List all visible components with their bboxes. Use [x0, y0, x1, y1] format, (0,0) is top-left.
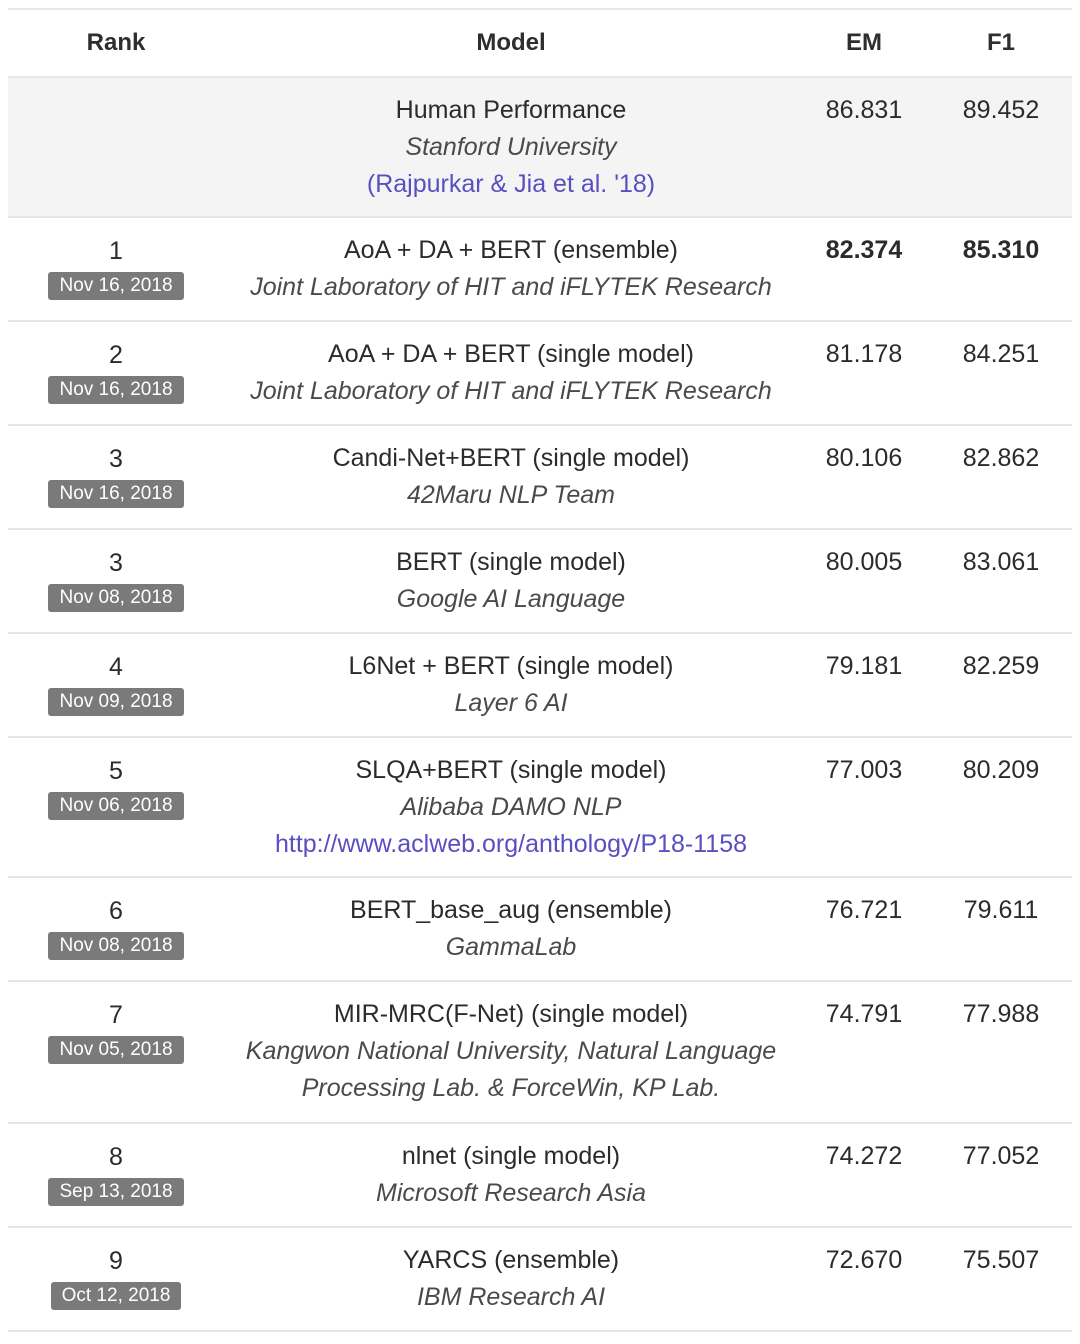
- table-row: [8, 738, 1072, 878]
- f1-cell: [930, 982, 1072, 1033]
- model-name: MIR-MRC(F-Net) (single model): [333, 1000, 689, 1028]
- table-row: [8, 218, 1072, 322]
- rank-cell: [8, 1124, 224, 1206]
- rank-number: 8: [109, 1143, 123, 1171]
- rank-number: 4: [109, 653, 123, 681]
- date-badge: Sep 13, 2018: [48, 1178, 183, 1206]
- rank-number: 9: [109, 1247, 123, 1275]
- em-cell: [798, 426, 930, 477]
- model-org: Joint Laboratory of HIT and iFLYTEK Research: [250, 273, 772, 301]
- rank-cell: [8, 218, 224, 300]
- model-cell: [224, 634, 798, 722]
- em-cell: [798, 1124, 930, 1175]
- table-row: [8, 322, 1072, 426]
- rank-number: 7: [109, 1001, 123, 1029]
- model-cell: [224, 1228, 798, 1316]
- date-badge: Nov 05, 2018: [48, 1036, 183, 1064]
- date-badge: Nov 08, 2018: [48, 584, 183, 612]
- model-cell: [224, 982, 798, 1107]
- table-row: [8, 878, 1072, 982]
- model-cell: [224, 878, 798, 966]
- f1-cell: [930, 1124, 1072, 1175]
- table-header: [8, 8, 1072, 78]
- em-score: 79.181: [825, 652, 903, 680]
- column-header-model[interactable]: Model: [476, 29, 546, 56]
- rank-number: 3: [109, 549, 123, 577]
- f1-cell: [930, 426, 1072, 477]
- model-name: nlnet (single model): [401, 1142, 621, 1170]
- column-header-rank[interactable]: Rank: [86, 29, 146, 56]
- column-header-f1[interactable]: F1: [986, 29, 1015, 56]
- table-row: [8, 1124, 1072, 1228]
- f1-cell: [930, 322, 1072, 373]
- f1-score: 77.988: [962, 1000, 1040, 1028]
- model-name: AoA + DA + BERT (ensemble): [344, 236, 678, 264]
- date-badge: Nov 16, 2018: [48, 376, 183, 404]
- model-name: L6Net + BERT (single model): [348, 652, 674, 680]
- model-cell: [224, 530, 798, 618]
- model-name: Human Performance: [395, 96, 627, 124]
- rank-number: 1: [109, 237, 123, 265]
- f1-cell: [930, 218, 1072, 269]
- model-org: Stanford University: [405, 133, 617, 161]
- human-performance-row: [8, 78, 1072, 218]
- rank-number: 3: [109, 445, 123, 473]
- model-org: Kangwon National University, Natural Language Processing Lab. & ForceWin, KP Lab.: [245, 1037, 777, 1102]
- date-badge: Nov 16, 2018: [48, 480, 183, 508]
- table-row: [8, 426, 1072, 530]
- f1-score: 85.310: [962, 236, 1040, 264]
- em-cell: [798, 530, 930, 581]
- rank-number: 6: [109, 897, 123, 925]
- model-name: BERT_base_aug (ensemble): [350, 896, 672, 924]
- date-badge: Nov 06, 2018: [48, 792, 183, 820]
- em-score: 76.721: [825, 896, 903, 924]
- em-cell: [798, 634, 930, 685]
- em-score: 81.178: [825, 340, 903, 368]
- model-name: YARCS (ensemble): [402, 1246, 620, 1274]
- model-org: Layer 6 AI: [454, 689, 568, 717]
- rank-cell: [8, 982, 224, 1064]
- f1-score: 80.209: [962, 756, 1040, 784]
- em-score: 80.106: [825, 444, 903, 472]
- f1-cell: [930, 738, 1072, 789]
- f1-score: 89.452: [962, 96, 1040, 124]
- table-row: [8, 982, 1072, 1124]
- model-org: Google AI Language: [396, 585, 626, 613]
- model-cell: [224, 1124, 798, 1212]
- rank-number: 5: [109, 757, 123, 785]
- rank-cell: [8, 738, 224, 820]
- table-row: [8, 530, 1072, 634]
- em-score: 74.272: [825, 1142, 903, 1170]
- model-cell: [224, 738, 798, 863]
- em-score: 80.005: [825, 548, 903, 576]
- model-cell: [224, 426, 798, 514]
- em-score: 74.791: [825, 1000, 903, 1028]
- rank-cell: [8, 426, 224, 508]
- rank-cell: [8, 530, 224, 612]
- column-header-em[interactable]: EM: [846, 29, 882, 56]
- em-cell: [798, 1228, 930, 1279]
- model-org: Joint Laboratory of HIT and iFLYTEK Research: [250, 377, 772, 405]
- rank-cell: [8, 1228, 224, 1310]
- model-cell: [224, 78, 798, 203]
- f1-score: 79.611: [963, 896, 1039, 924]
- em-cell: [798, 78, 930, 129]
- em-cell: [798, 878, 930, 929]
- em-cell: [798, 322, 930, 373]
- f1-cell: [930, 878, 1072, 929]
- model-org: Alibaba DAMO NLP: [400, 793, 622, 821]
- em-cell: [798, 218, 930, 269]
- model-name: AoA + DA + BERT (single model): [328, 340, 694, 368]
- em-cell: [798, 982, 930, 1033]
- model-cell: [224, 322, 798, 410]
- f1-score: 77.052: [962, 1142, 1040, 1170]
- table-row: [8, 634, 1072, 738]
- rank-cell: [8, 878, 224, 960]
- table-row: [8, 1228, 1072, 1332]
- date-badge: Nov 16, 2018: [48, 272, 183, 300]
- rank-cell: [8, 322, 224, 404]
- date-badge: Oct 12, 2018: [51, 1282, 182, 1310]
- f1-cell: [930, 78, 1072, 129]
- em-cell: [798, 738, 930, 789]
- leaderboard-table: [8, 8, 1072, 1332]
- rank-cell: [8, 634, 224, 716]
- model-name: BERT (single model): [396, 548, 626, 576]
- model-cell: [224, 218, 798, 306]
- paper-link[interactable]: http://www.aclweb.org/anthology/P18-1158: [274, 830, 748, 858]
- rank-number: 2: [109, 341, 123, 369]
- f1-score: 75.507: [962, 1246, 1040, 1274]
- model-org: IBM Research AI: [416, 1283, 606, 1311]
- model-name: SLQA+BERT (single model): [355, 756, 667, 784]
- f1-score: 82.259: [962, 652, 1040, 680]
- model-org: GammaLab: [445, 933, 577, 961]
- f1-score: 82.862: [962, 444, 1040, 472]
- em-score: 72.670: [825, 1246, 903, 1274]
- f1-score: 83.061: [962, 548, 1040, 576]
- f1-cell: [930, 530, 1072, 581]
- paper-link[interactable]: (Rajpurkar & Jia et al. '18): [366, 170, 656, 198]
- em-score: 82.374: [825, 236, 903, 264]
- date-badge: Nov 09, 2018: [48, 688, 183, 716]
- f1-cell: [930, 1228, 1072, 1279]
- f1-cell: [930, 634, 1072, 685]
- date-badge: Nov 08, 2018: [48, 932, 183, 960]
- model-name: Candi-Net+BERT (single model): [332, 444, 690, 472]
- em-score: 86.831: [825, 96, 903, 124]
- em-score: 77.003: [825, 756, 903, 784]
- model-org: Microsoft Research Asia: [376, 1179, 646, 1207]
- f1-score: 84.251: [962, 340, 1040, 368]
- model-org: 42Maru NLP Team: [407, 481, 615, 509]
